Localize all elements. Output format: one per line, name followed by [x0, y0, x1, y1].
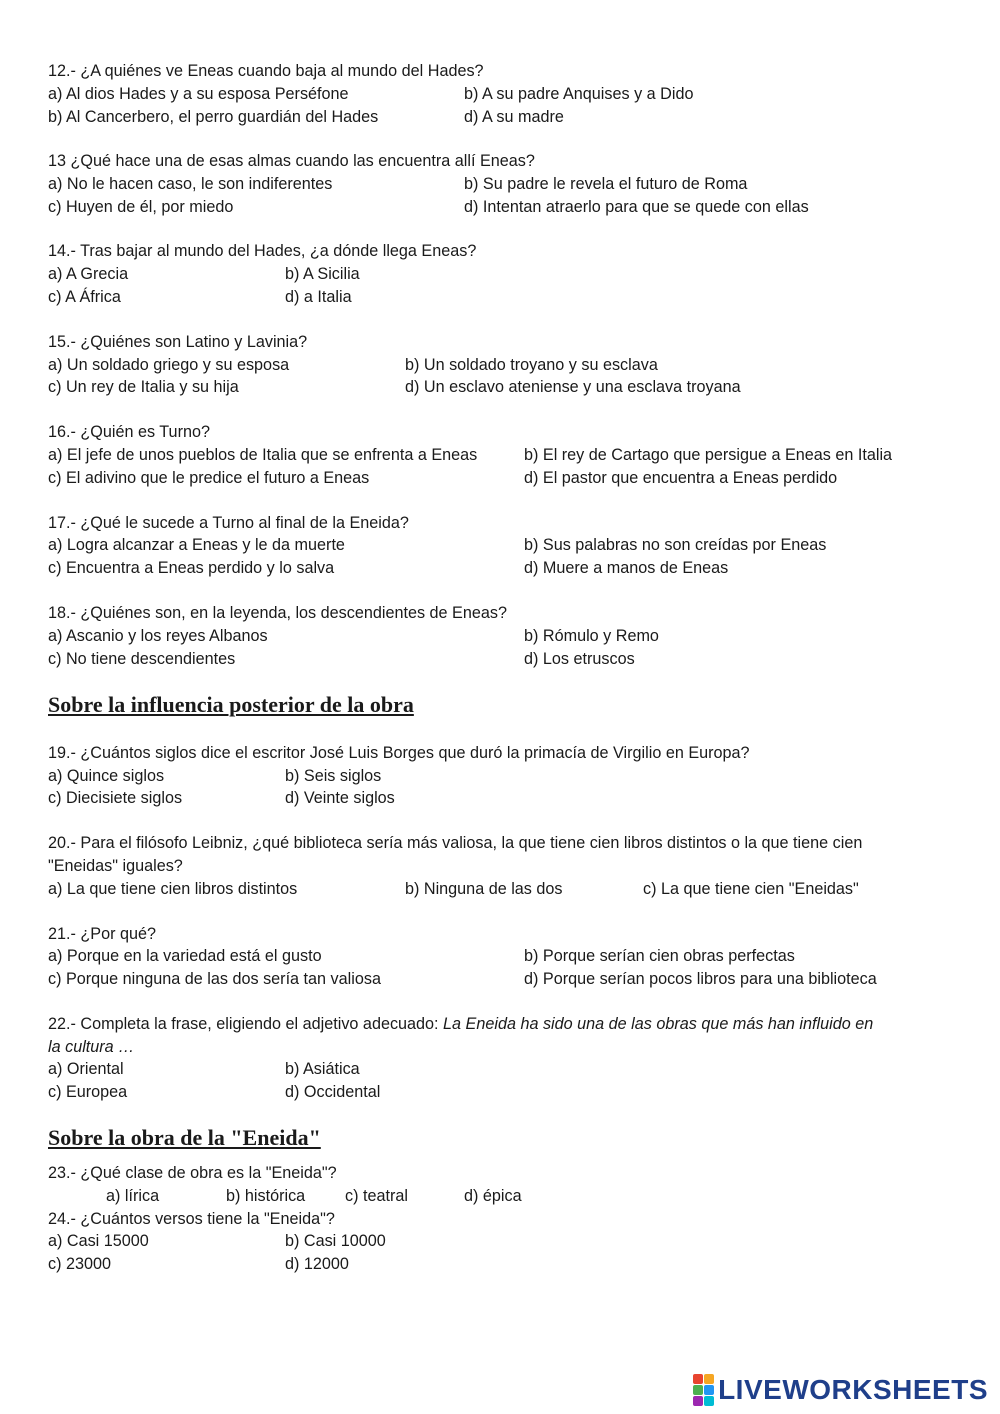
q14-option-b[interactable]: b) A Sicilia — [285, 265, 360, 283]
q24-option-c[interactable]: c) 23000 — [48, 1255, 111, 1273]
question-20-line2: "Eneidas" iguales? — [48, 857, 183, 875]
q12-option-a[interactable]: a) Al dios Hades y a su esposa Perséfone — [48, 85, 349, 103]
q17-option-b[interactable]: b) Sus palabras no son creídas por Eneas — [524, 536, 827, 554]
question-15: 15.- ¿Quiénes son Latino y Lavinia? — [48, 333, 308, 351]
question-22-line2: la cultura … — [48, 1038, 135, 1056]
q19-option-d[interactable]: d) Veinte siglos — [285, 789, 395, 807]
q21-option-c[interactable]: c) Porque ninguna de las dos sería tan valiosa — [48, 970, 381, 988]
q22-option-b[interactable]: b) Asiática — [285, 1060, 360, 1078]
q23-option-d[interactable]: d) épica — [464, 1187, 522, 1205]
question-22-prefix: 22.- Completa la frase, eligiendo el adjetivo adecuado: — [48, 1015, 444, 1033]
q18-option-a[interactable]: a) Ascanio y los reyes Albanos — [48, 627, 268, 645]
q24-option-a[interactable]: a) Casi 15000 — [48, 1232, 149, 1250]
q16-option-b[interactable]: b) El rey de Cartago que persigue a Eneas en Italia — [524, 446, 893, 464]
question-16: 16.- ¿Quién es Turno? — [48, 423, 210, 441]
q16-option-c[interactable]: c) El adivino que le predice el futuro a Eneas — [48, 469, 370, 487]
q13-option-c[interactable]: c) Huyen de él, por miedo — [48, 198, 234, 216]
question-19: 19.- ¿Cuántos siglos dice el escritor José Luis Borges que duró la primacía de Virgilio en Europa? — [48, 744, 750, 762]
question-21: 21.- ¿Por qué? — [48, 925, 156, 943]
logo-square — [704, 1385, 714, 1395]
q12-option-b[interactable]: b) A su padre Anquises y a Dido — [464, 85, 694, 103]
q17-option-a[interactable]: a) Logra alcanzar a Eneas y le da muerte — [48, 536, 345, 554]
logo-square — [704, 1374, 714, 1384]
q20-option-b[interactable]: b) Ninguna de las dos — [405, 880, 563, 898]
q18-option-d[interactable]: d) Los etruscos — [524, 650, 635, 668]
logo-square — [693, 1374, 703, 1384]
q23-option-a[interactable]: a) lírica — [106, 1187, 160, 1205]
q12-option-d[interactable]: d) A su madre — [464, 108, 564, 126]
question-12: 12.- ¿A quiénes ve Eneas cuando baja al mundo del Hades? — [48, 62, 484, 80]
logo-square — [704, 1396, 714, 1406]
logo-text: LIVEWORKSHEETS — [718, 1374, 988, 1405]
liveworksheets-logo — [693, 1374, 988, 1406]
q16-option-d[interactable]: d) El pastor que encuentra a Eneas perdido — [524, 469, 838, 487]
q21-option-d[interactable]: d) Porque serían pocos libros para una biblioteca — [524, 970, 877, 988]
q19-option-a[interactable]: a) Quince siglos — [48, 767, 165, 785]
q14-option-c[interactable]: c) A África — [48, 288, 121, 306]
q16-option-a[interactable]: a) El jefe de unos pueblos de Italia que se enfrenta a Eneas — [48, 446, 478, 464]
q17-option-c[interactable]: c) Encuentra a Eneas perdido y lo salva — [48, 559, 335, 577]
q13-option-d[interactable]: d) Intentan atraerlo para que se quede con ellas — [464, 198, 809, 216]
q19-option-b[interactable]: b) Seis siglos — [285, 767, 382, 785]
q15-option-b[interactable]: b) Un soldado troyano y su esclava — [405, 356, 658, 374]
q12-option-c[interactable]: b) Al Cancerbero, el perro guardián del Hades — [48, 108, 379, 126]
question-22-line1 — [48, 1013, 873, 1035]
question-20-line1: 20.- Para el filósofo Leibniz, ¿qué biblioteca sería más valiosa, la que tiene cien libros distintos o la que tiene cien — [48, 834, 863, 852]
q19-option-c[interactable]: c) Diecisiete siglos — [48, 789, 183, 807]
q18-option-b[interactable]: b) Rómulo y Remo — [524, 627, 659, 645]
q13-option-b[interactable]: b) Su padre le revela el futuro de Roma — [464, 175, 748, 193]
section-heading-influence: Sobre la influencia posterior de la obra — [48, 692, 414, 717]
q22-option-d[interactable]: d) Occidental — [285, 1083, 381, 1101]
q15-option-c[interactable]: c) Un rey de Italia y su hija — [48, 378, 239, 396]
question-23: 23.- ¿Qué clase de obra es la "Eneida"? — [48, 1164, 337, 1182]
q24-option-d[interactable]: d) 12000 — [285, 1255, 349, 1273]
logo-square — [693, 1385, 703, 1395]
q21-option-b[interactable]: b) Porque serían cien obras perfectas — [524, 947, 795, 965]
question-14: 14.- Tras bajar al mundo del Hades, ¿a dónde llega Eneas? — [48, 242, 477, 260]
q22-option-a[interactable]: a) Oriental — [48, 1060, 124, 1078]
q14-option-a[interactable]: a) A Grecia — [48, 265, 129, 283]
question-13: 13 ¿Qué hace una de esas almas cuando las encuentra allí Eneas? — [48, 152, 535, 170]
question-22-italic-1: La Eneida ha sido una de las obras que más han influido en — [443, 1015, 874, 1033]
q21-option-a[interactable]: a) Porque en la variedad está el gusto — [48, 947, 322, 965]
q14-option-d[interactable]: d) a Italia — [285, 288, 352, 306]
q22-option-c[interactable]: c) Europea — [48, 1083, 128, 1101]
q13-option-a[interactable]: a) No le hacen caso, le son indiferentes — [48, 175, 333, 193]
logo-grid-icon — [693, 1374, 714, 1406]
q20-option-c[interactable]: c) La que tiene cien "Eneidas" — [643, 880, 859, 898]
question-24: 24.- ¿Cuántos versos tiene la "Eneida"? — [48, 1210, 335, 1228]
q18-option-c[interactable]: c) No tiene descendientes — [48, 650, 236, 668]
q15-option-a[interactable]: a) Un soldado griego y su esposa — [48, 356, 290, 374]
logo-square — [693, 1396, 703, 1406]
q23-option-b[interactable]: b) histórica — [226, 1187, 306, 1205]
q24-option-b[interactable]: b) Casi 10000 — [285, 1232, 386, 1250]
section-heading-eneida: Sobre la obra de la "Eneida" — [48, 1125, 321, 1150]
q17-option-d[interactable]: d) Muere a manos de Eneas — [524, 559, 729, 577]
q23-option-c[interactable]: c) teatral — [345, 1187, 408, 1205]
question-18: 18.- ¿Quiénes son, en la leyenda, los descendientes de Eneas? — [48, 604, 507, 622]
q15-option-d[interactable]: d) Un esclavo ateniense y una esclava troyana — [405, 378, 741, 396]
q20-option-a[interactable]: a) La que tiene cien libros distintos — [48, 880, 298, 898]
question-17: 17.- ¿Qué le sucede a Turno al final de la Eneida? — [48, 514, 409, 532]
